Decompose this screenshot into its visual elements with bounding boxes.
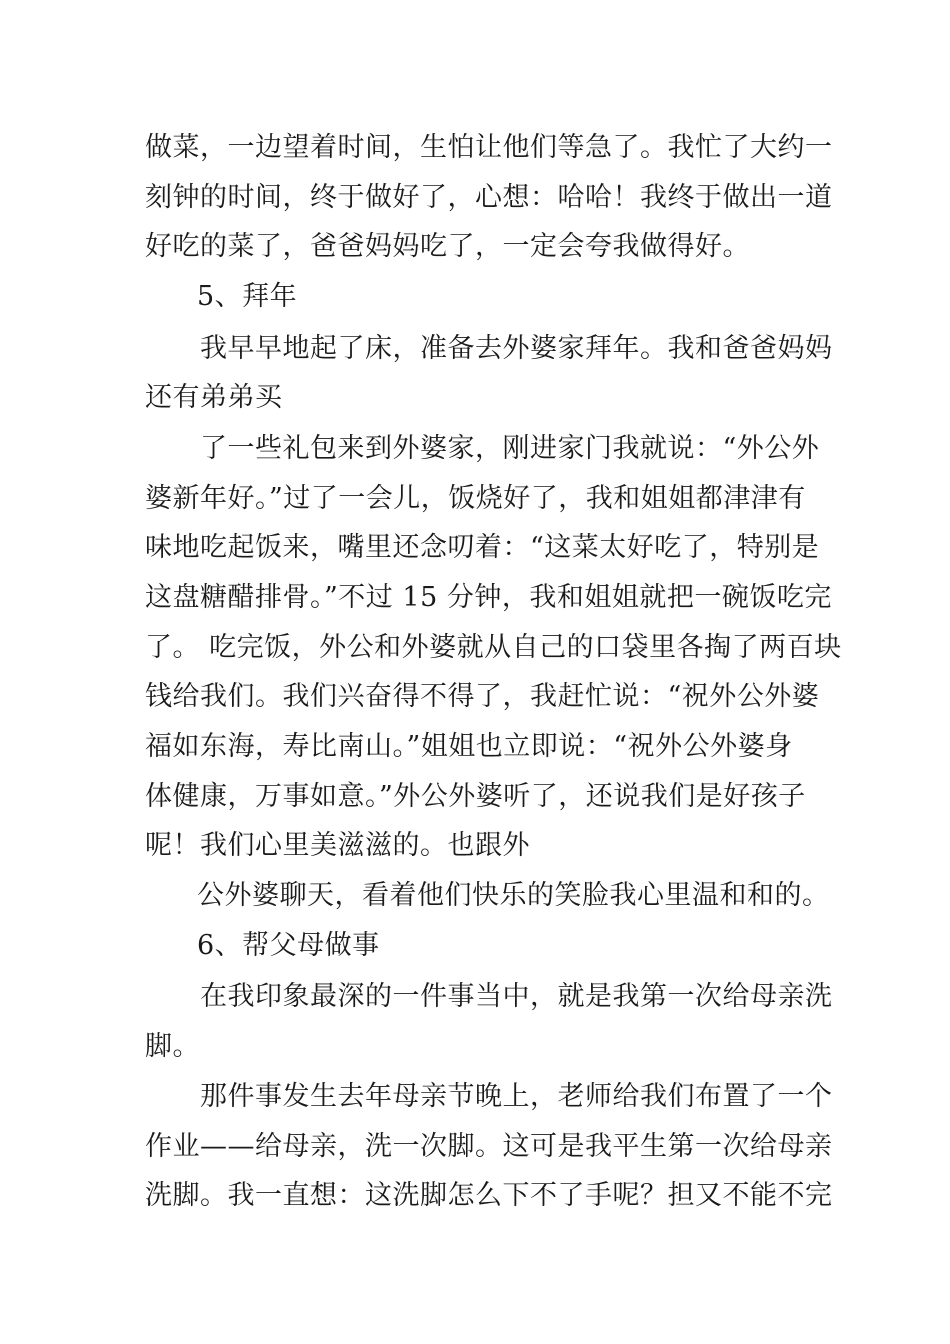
text-line: 婆新年好。”过了一会儿，饭烧好了，我和姐姐都津津有 <box>145 483 806 514</box>
text-line: 体健康，万事如意。”外公外婆听了，还说我们是好孩子 <box>145 781 806 812</box>
text-line: 脚。 <box>145 1031 200 1062</box>
text-line: 那件事发生去年母亲节晚上，老师给我们布置了一个 <box>200 1081 833 1112</box>
text-line: 味地吃起饭来，嘴里还念叨着：“这菜太好吃了，特别是 <box>145 532 820 563</box>
text-line: 呢！我们心里美滋滋的。也跟外 <box>145 830 530 861</box>
text-line: 了。 吃完饭，外公和外婆就从自己的口袋里各掏了两百块 <box>145 632 842 663</box>
text-line: 公外婆聊天，看着他们快乐的笑脸我心里温和和的。 <box>197 880 830 911</box>
text-line: 钱给我们。我们兴奋得不得了，我赶忙说：“祝外公外婆 <box>145 681 820 712</box>
text-line: 了一些礼包来到外婆家，刚进家门我就说：“外公外 <box>200 433 820 464</box>
text-line: 洗脚。我一直想：这洗脚怎么下不了手呢？担又不能不完 <box>145 1180 833 1211</box>
text-line: 在我印象最深的一件事当中，就是我第一次给母亲洗 <box>200 981 833 1012</box>
text-line: 我早早地起了床，准备去外婆家拜年。我和爸爸妈妈 <box>200 333 833 364</box>
section-heading: 6、帮父母做事 <box>197 930 380 961</box>
text-line: 福如东海，寿比南山。”姐姐也立即说：“祝外公外婆身 <box>145 731 793 762</box>
section-heading: 5、拜年 <box>197 281 298 312</box>
text-line: 还有弟弟买 <box>145 382 283 413</box>
text-line: 好吃的菜了，爸爸妈妈吃了，一定会夸我做得好。 <box>145 231 750 262</box>
text-line: 刻钟的时间，终于做好了，心想：哈哈！我终于做出一道 <box>145 182 833 213</box>
text-line: 这盘糖醋排骨。”不过 15 分钟，我和姐姐就把一碗饭吃完 <box>145 582 832 613</box>
text-line: 作业——给母亲，洗一次脚。这可是我平生第一次给母亲 <box>145 1131 833 1162</box>
text-line: 做菜，一边望着时间，生怕让他们等急了。我忙了大约一 <box>145 132 833 163</box>
